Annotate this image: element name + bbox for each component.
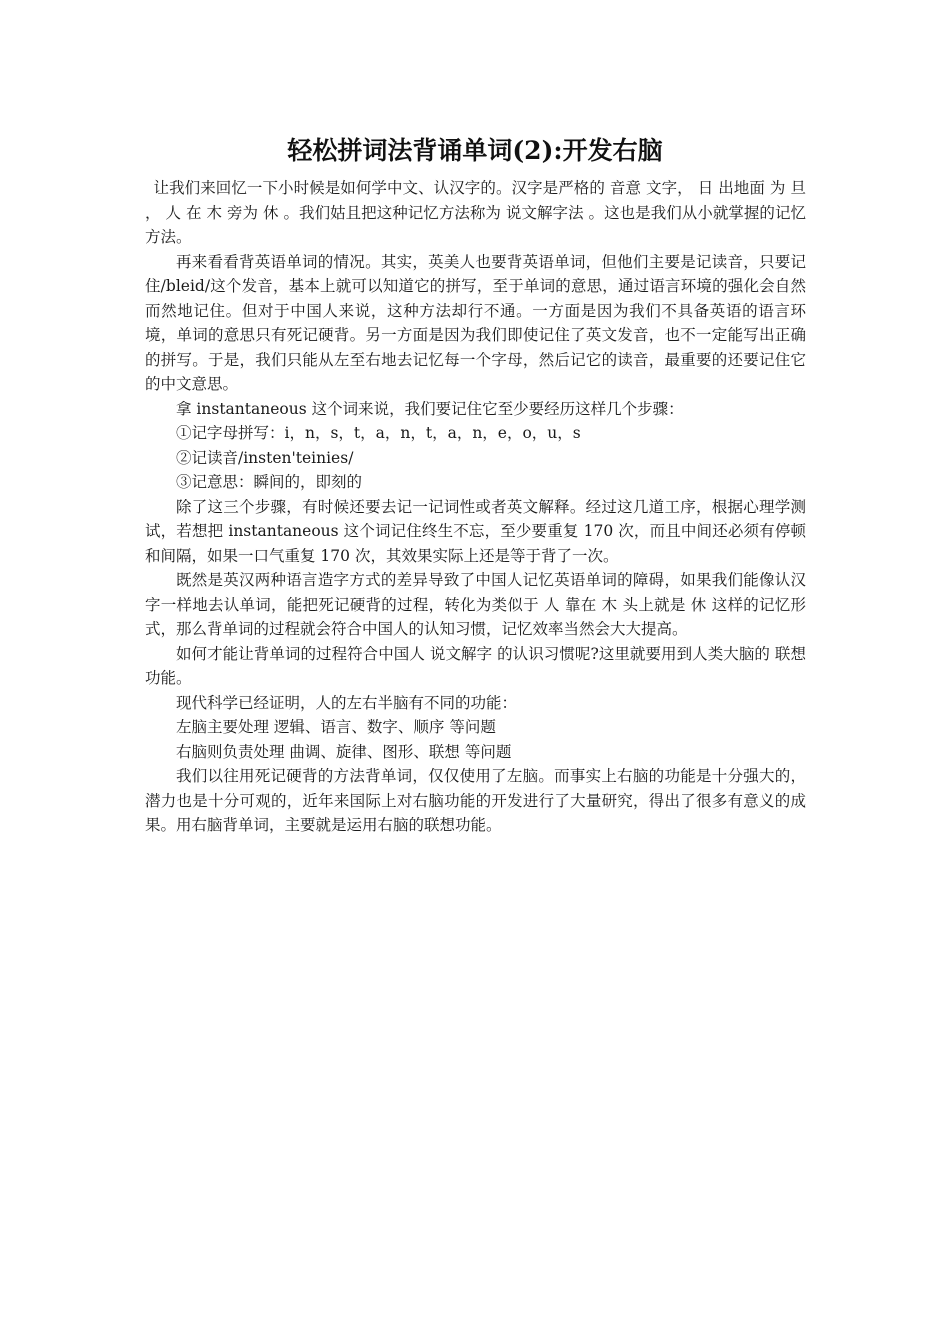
paragraph: 再来看看背英语单词的情况。其实，英美人也要背英语单词，但他们主要是记读音，只要记住/bleid/这个发音，基本上就可以知道它的拼写，至于单词的意思，通过语言环境的强化会自然而然地记住。但对于中国人来说，这种方法却行不通。一方面是因为我们不具备英语的语言环境，单词的意思只有死记硬背。另一方面是因为我们即使记住了英文发音，也不一定能写出正确的拼写。于是，我们只能从左至右地去记忆每一个字母，然后记它的读音，最重要的还要记住它的中文意思。 [145, 252, 806, 393]
list-item: ①记字母拼写：i，n，s，t，a，n，t，a，n，e，o，u，s [176, 424, 581, 442]
document-title: 轻松拼词法背诵单词(2):开发右脑 [287, 136, 663, 165]
paragraph: 如何才能让背单词的过程符合中国人 说文解字 的认识习惯呢?这里就要用到人类大脑的 联想 功能。 [145, 644, 806, 687]
paragraph: 我们以往用死记硬背的方法背单词，仅仅使用了左脑。而事实上右脑的功能是十分强大的，潜力也是十分可观的，近年来国际上对右脑功能的开发进行了大量研究，得出了很多有意义的成果。用右脑背单词，主要就是运用右脑的联想功能。 [145, 767, 806, 834]
list-item: 右脑则负责处理 曲调、旋律、图形、联想 等问题 [176, 742, 512, 761]
paragraph: 拿 instantaneous 这个词来说，我们要记住它至少要经历这样几个步骤： [176, 399, 684, 418]
list-item: ③记意思：瞬间的，即刻的 [176, 473, 363, 491]
paragraph: 现代科学已经证明，人的左右半脑有不同的功能： [176, 693, 518, 712]
list-item: 左脑主要处理 逻辑、语言、数字、顺序 等问题 [176, 718, 496, 736]
paragraph: 让我们来回忆一下小时候是如何学中文、认汉字的。汉字是严格的 音意 文字， 日 出地面 为 旦 ， 人 在 木 旁为 休 。我们姑且把这种记忆方法称为 说文解字法 。这也是我们从小就掌握的记忆方法。 [145, 179, 806, 246]
document-body [145, 176, 806, 838]
paragraph: 除了这三个步骤，有时候还要去记一记词性或者英文解释。经过这几道工序，根据心理学测试，若想把 instantaneous 这个词记住终生不忘，至少要重复 170 次，而且中间还必须有停顿和间隔，如果一口气重复 170 次，其效果实际上还是等于背了一次。 [145, 497, 806, 565]
list-item: ②记读音/insten'teinies/ [176, 448, 354, 467]
paragraph: 既然是英汉两种语言造字方式的差异导致了中国人记忆英语单词的障碍，如果我们能像认汉字一样地去认单词，能把死记硬背的过程，转化为类似于 人 靠在 木 头上就是 休 这样的记忆形式，那么背单词的过程就会符合中国人的认知习惯，记忆效率当然会大大提高。 [145, 571, 806, 638]
